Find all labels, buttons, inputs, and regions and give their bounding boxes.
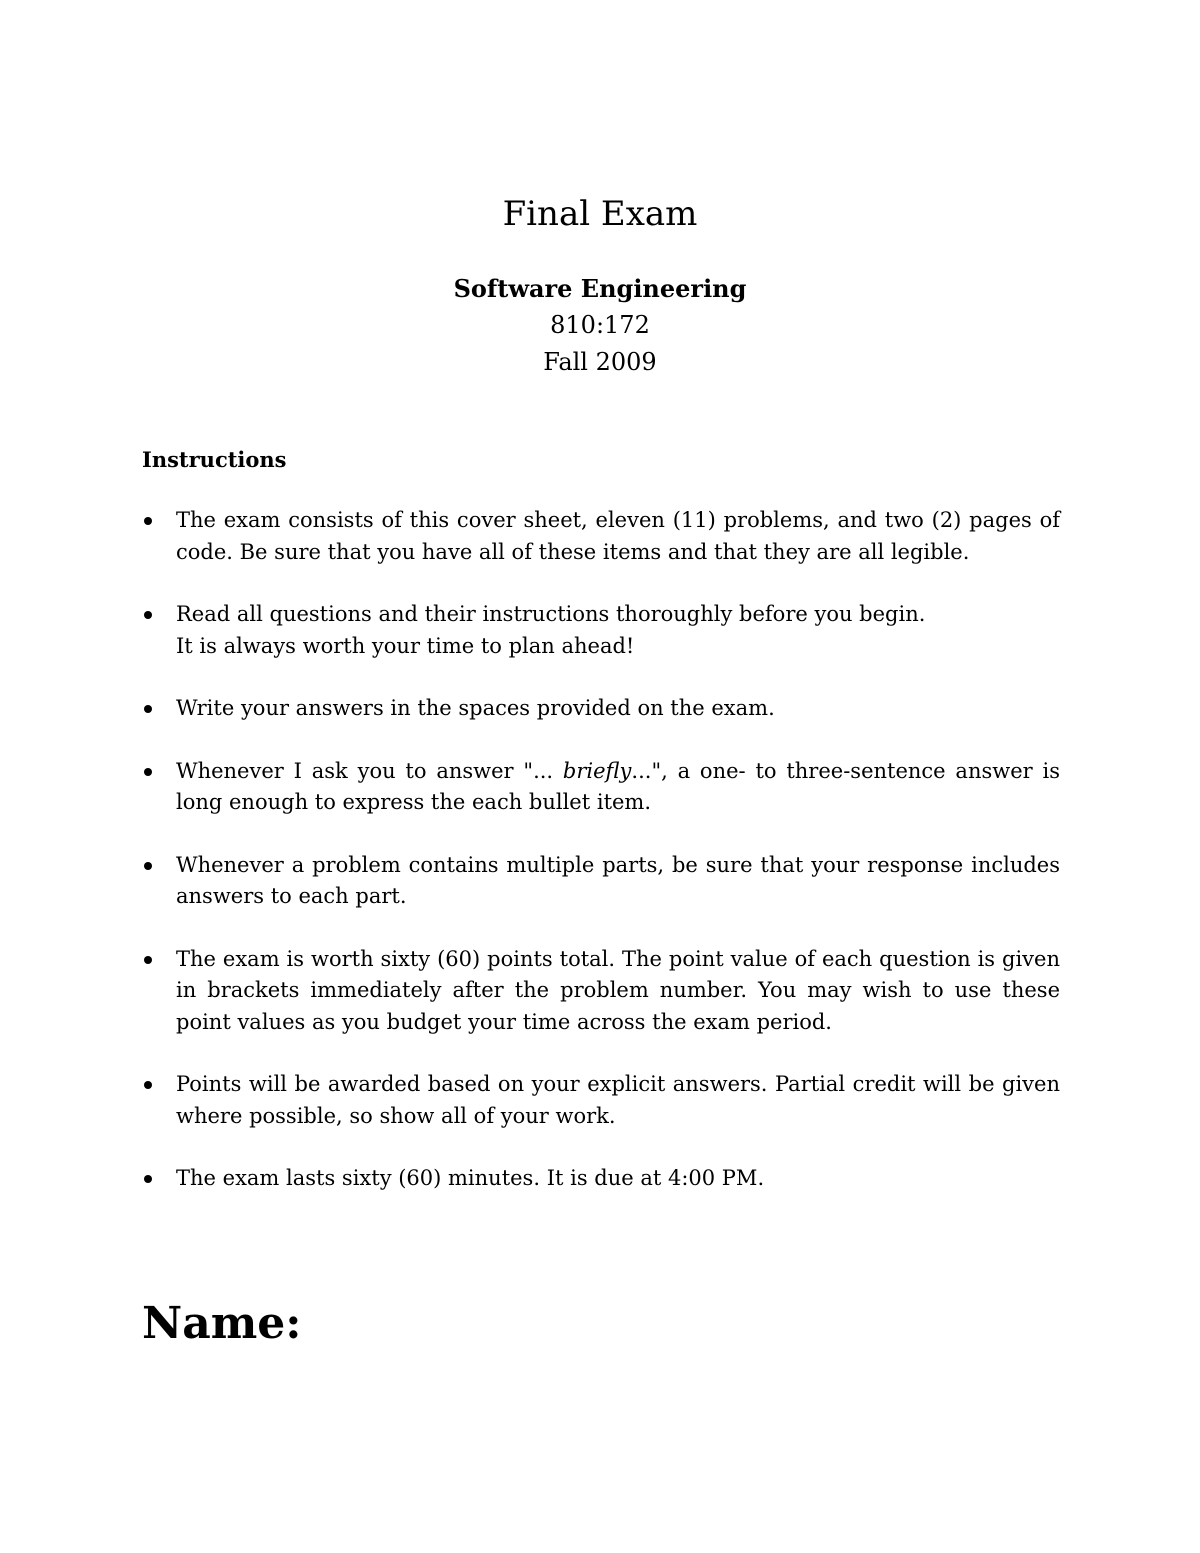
- course-name: Software Engineering: [453, 274, 747, 303]
- bullet-icon: [144, 768, 152, 776]
- bullet-icon: [144, 1081, 152, 1089]
- bullet-icon: [144, 517, 152, 525]
- instruction-text: [176, 756, 1060, 819]
- instruction-item: [142, 850, 1060, 913]
- instruction-text: Whenever a problem contains multiple parts, be sure that your response includes answers to each part.: [176, 852, 1060, 908]
- bullet-icon: [144, 611, 152, 619]
- instruction-text: The exam lasts sixty (60) minutes. It is due at 4:00 PM.: [176, 1166, 765, 1190]
- page-title: Final Exam: [502, 194, 698, 234]
- bullet-icon: [144, 956, 152, 964]
- instruction-item: [142, 599, 1060, 662]
- instructions-list: [142, 505, 1060, 1226]
- instruction-text: The exam consists of this cover sheet, eleven (11) problems, and two (2) pages of code. Be sure that you have all of these items and that they are all legible.: [176, 508, 1060, 564]
- instruction-text-post: ...", a one- to three-sentence answer is long enough to express the each bullet item.: [176, 758, 1060, 814]
- instruction-text: Read all questions and their instructions thoroughly before you begin.: [176, 602, 926, 626]
- instruction-item: [142, 944, 1060, 1039]
- instruction-text: Points will be awarded based on your explicit answers. Partial credit will be given where possible, so show all of your work.: [176, 1072, 1060, 1128]
- instruction-item: [142, 1163, 1060, 1195]
- instruction-item: [142, 505, 1060, 568]
- instruction-text-pre: Whenever I ask you to answer "...: [176, 758, 563, 783]
- bullet-icon: [144, 1175, 152, 1183]
- bullet-icon: [144, 705, 152, 713]
- instruction-text: It is always worth your time to plan ahead!: [176, 633, 635, 658]
- instruction-item: [142, 693, 1060, 725]
- instruction-item: [142, 756, 1060, 819]
- instruction-text: Write your answers in the spaces provided on the exam.: [176, 696, 775, 720]
- instructions-heading: Instructions: [142, 447, 287, 472]
- name-label: Name:: [142, 1298, 302, 1349]
- course-info: [0, 270, 1200, 381]
- instruction-emphasis: briefly: [562, 758, 632, 783]
- course-number: 810:172: [550, 311, 650, 339]
- instruction-item: [142, 1069, 1060, 1132]
- bullet-icon: [144, 862, 152, 870]
- term: Fall 2009: [543, 348, 657, 376]
- instruction-text: The exam is worth sixty (60) points total. The point value of each question is given in brackets immediately after the problem number. You may wish to use these point values as you budget your time across the exam period.: [176, 946, 1060, 1034]
